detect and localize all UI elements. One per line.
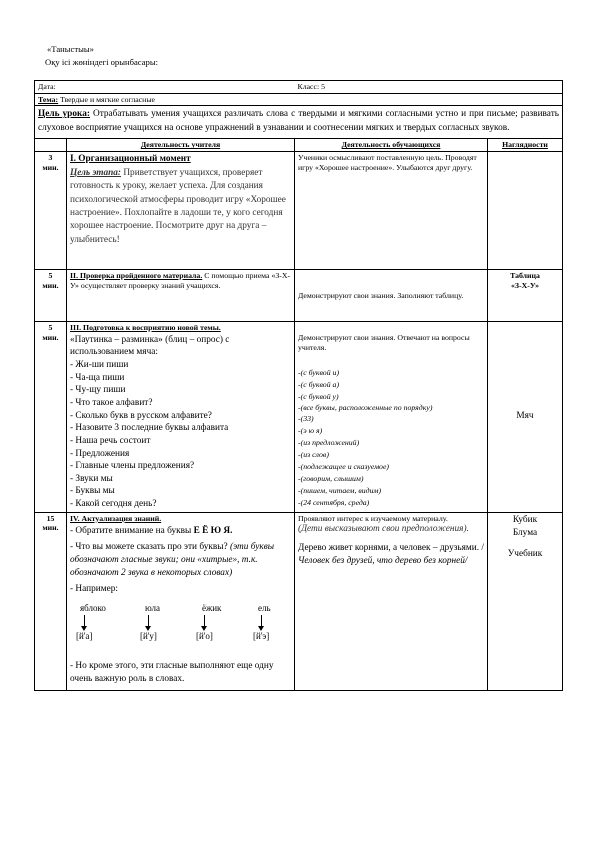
example-trans-1: [й'а] — [76, 630, 93, 641]
stage-4-students-1: Проявляют интерес к изучаемому материалу. — [298, 513, 448, 523]
example-arrow-2 — [148, 615, 149, 627]
stage-4-time: 15 — [46, 513, 55, 523]
stage-3-q-10: - Звуки мы — [70, 473, 113, 484]
stage-3-q-9: - Главные члены предложения? — [70, 461, 195, 472]
stage-3-title: III. Подготовка к восприятию новой темы. — [70, 323, 221, 333]
stage-3-q-5: - Сколько букв в русском алфавите? — [70, 410, 212, 421]
example-word-1: яблоко — [80, 602, 106, 613]
stage-3-answer-5: -(33) — [298, 413, 314, 423]
stage-3-q-1: - Жи-ши пиши — [70, 360, 129, 371]
stage-2-visual-line-1: Таблица — [510, 271, 540, 281]
stage-3-visual: Мяч — [488, 322, 563, 513]
stage-2-title: II. Проверка пройденного материала. — [70, 271, 203, 281]
stage-1-students: Ученики осмысливают поставленную цель. Проводят игру «Хорошее настроение». Улыбаются друг другу. — [295, 152, 488, 270]
stage-2-time: 5 — [48, 271, 53, 281]
stage-1-aim-label: Цель этапа: — [70, 167, 122, 178]
stage-3-answer-1: -(с буквой и) — [298, 367, 340, 377]
stage-3-row — [35, 322, 563, 513]
stage-3-answer-9: -(подлежащее и сказуемое) — [298, 461, 389, 471]
stage-3-q-6: - Назовите 3 последние буквы алфавита — [70, 423, 229, 434]
date-class-row — [35, 81, 563, 94]
stage-2-visual-line-2: «З-Х-У» — [511, 280, 539, 290]
stage-4-visual-3: Учебник — [507, 548, 543, 559]
example-word-4: ель — [258, 602, 271, 613]
stage-4-visual-2: Блума — [512, 527, 538, 538]
stage-3-answer-4: -(все буквы, расположенные по порядку) — [298, 402, 433, 412]
stage-4-unit: мин. — [42, 523, 59, 533]
example-arrow-1 — [84, 615, 85, 627]
stage-2-text: С помощью приема «З-Х-У» осуществляет проверку знаний учащихся. — [70, 271, 291, 290]
col-header-visual: Наглядности — [488, 139, 563, 152]
example-word-3: ёжик — [202, 602, 222, 613]
stage-4-p3: - Например: — [70, 583, 118, 594]
column-headers-row — [35, 139, 563, 152]
stage-4-p2: - Что вы можете сказать про эти буквы? — [70, 541, 230, 552]
stage-1-unit: мин. — [42, 162, 59, 172]
stage-3-answer-12: -(24 сентября, среда) — [298, 498, 370, 508]
example-trans-2: [й'у] — [140, 630, 157, 641]
stage-3-answer-11: -(пишем, читаем, видим) — [298, 486, 382, 496]
stage-4-letters: Е Ё Ю Я. — [193, 525, 233, 536]
stage-3-q-4: - Что такое алфавит? — [70, 397, 153, 408]
example-arrow-3 — [204, 615, 205, 627]
stage-2-row — [35, 270, 563, 322]
stage-1-title: I. Организационный момент — [70, 154, 191, 165]
stage-4-p2-italic: (эти буквы обозначают гласные звуки; они «хитрые», т.к. обозначают 2 звука в некоторых словах) — [70, 541, 275, 578]
header-line-2: Оқу ісі жөніндегі орынбасары: — [45, 57, 158, 67]
stage-4-row — [35, 512, 563, 690]
stage-1-visual — [488, 152, 563, 270]
header-line-1: «Таныстыы» — [47, 44, 94, 54]
stage-3-q-8: - Предложения — [70, 448, 130, 459]
date-label: Дата: — [38, 82, 56, 91]
stage-1-row — [35, 152, 563, 270]
stage-3-answer-8: -(из слов) — [298, 449, 329, 459]
stage-3-answer-2: -(с буквой а) — [298, 379, 340, 389]
stage-4-students-4: Человек без друзей, что дерево без корней/ — [298, 555, 468, 566]
stage-1-aim-text: Приветствует учащихся, проверяет готовность к уроку, желает успеха. Для создания психологической атмосферы проводит игру «Хорошее настроение». Похлопайте в ладоши те, у кого сегодня хорошее настроение. Посмотрите друг на друга – улыбнитесь! — [70, 167, 286, 245]
stage-3-q-11: - Буквы мы — [70, 486, 115, 497]
topic-row — [35, 93, 563, 106]
stage-3-answer-6: -(э ю я) — [298, 425, 323, 435]
stage-3-unit: мин. — [42, 332, 59, 342]
stage-3-answer-3: -(с буквой у) — [298, 391, 339, 401]
stage-3-intro: «Паутинка – разминка» (блиц – опрос) с использованием мяча: — [70, 334, 230, 358]
stage-4-students-3: Дерево живет корнями, а человек – друзьями. / — [298, 542, 485, 553]
stage-3-q-3: - Чу-щу пиши — [70, 385, 126, 396]
stage-3-students-intro: Демонстрируют свои знания. Отвечают на вопросы учителя. — [298, 333, 470, 352]
goal-row — [35, 106, 563, 139]
example-words-diagram — [70, 602, 291, 660]
stage-4-p4: - Но кроме этого, эти гласные выполняют еще одну очень важную роль в словах. — [70, 660, 274, 684]
stage-2-unit: мин. — [42, 280, 59, 290]
example-trans-3: [й'о] — [196, 630, 213, 641]
stage-4-p1: - Обратите внимание на буквы — [70, 525, 194, 536]
stage-3-time: 5 — [48, 323, 53, 333]
goal-text: Отрабатывать умения учащихся различать слова с твердыми и мягкими согласными устно и при письме; развивать слуховое восприятие учащихся на основе упражнений в узнавании и соотнесении мягких и твердых согласных звуков. — [38, 109, 559, 133]
example-arrow-4 — [261, 615, 262, 627]
stage-2-students: Демонстрируют свои знания. Заполняют таблицу. — [295, 270, 488, 322]
stage-4-title: IV. Актуализация знаний. — [70, 513, 162, 523]
col-header-teacher: Деятельность учителя — [67, 139, 295, 152]
stage-1-time: 3 — [48, 153, 53, 163]
lesson-plan-table — [34, 80, 563, 691]
stage-3-q-12: - Какой сегодня день? — [70, 499, 157, 510]
goal-label: Цель урока: — [38, 109, 90, 120]
stage-4-students-2: (Дети высказывают свои предположения). — [298, 524, 469, 535]
stage-4-visual-1: Кубик — [512, 514, 538, 525]
stage-3-answer-10: -(говорим, слышим) — [298, 473, 364, 483]
stage-3-q-2: - Ча-ща пиши — [70, 372, 125, 383]
topic-label: Тема: — [38, 94, 59, 104]
col-header-students: Деятельность обучающихся — [295, 139, 488, 152]
stage-3-q-7: - Наша речь состоит — [70, 435, 151, 446]
stage-3-answer-7: -(из предложений) — [298, 437, 360, 447]
topic-value: Твердые и мягкие согласные — [60, 94, 156, 104]
example-trans-4: [й'э] — [253, 630, 270, 641]
class-label: Класс: 5 — [297, 82, 325, 91]
example-word-2: юла — [145, 602, 160, 613]
